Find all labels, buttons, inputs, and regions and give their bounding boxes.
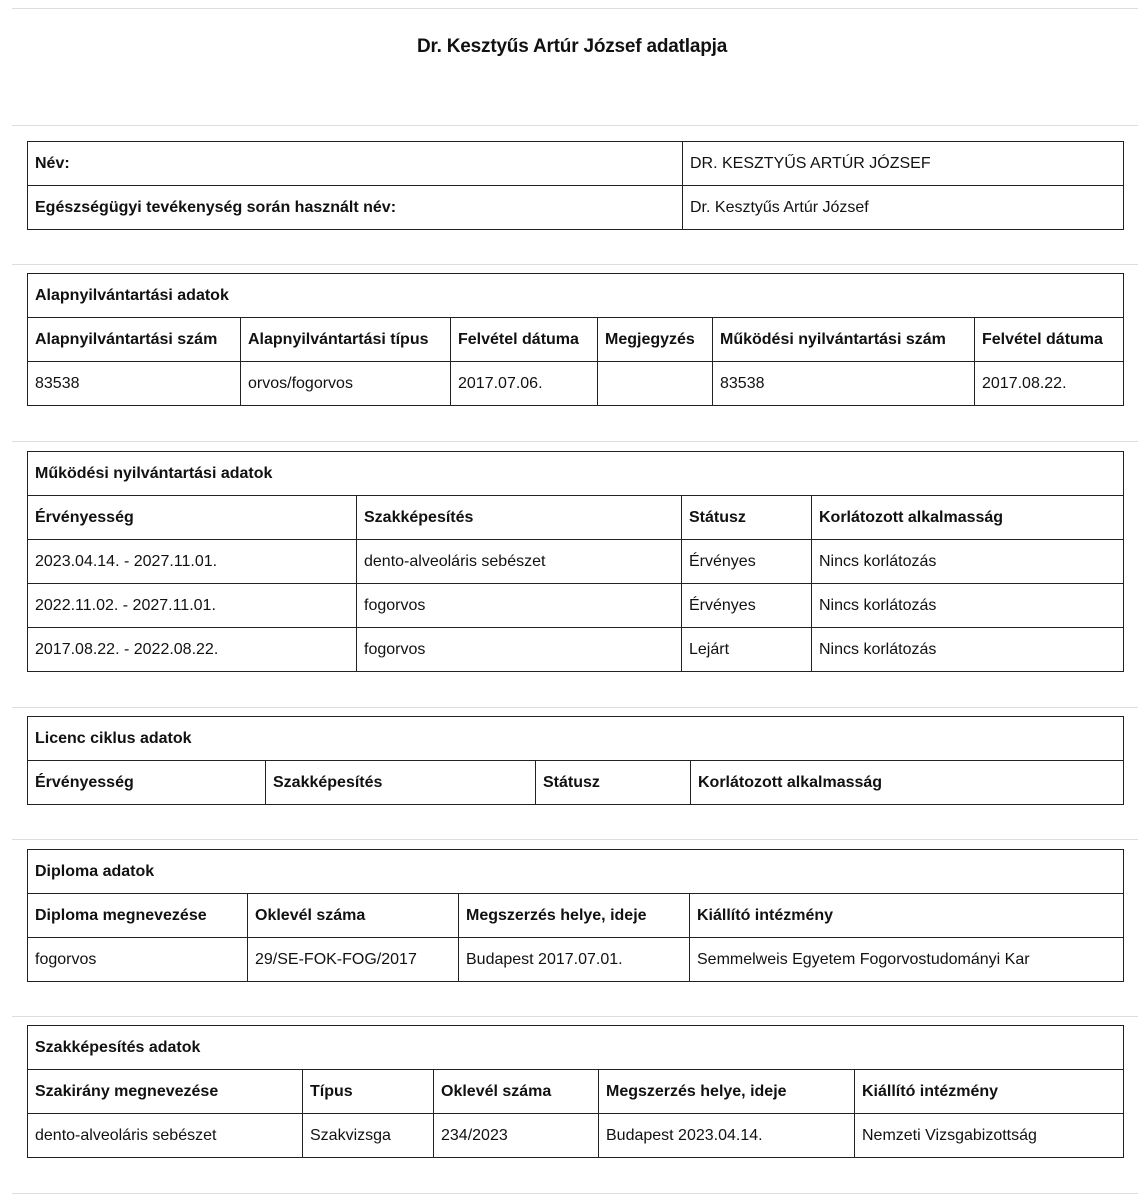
- table-cell: Nincs korlátozás: [812, 584, 1124, 628]
- table-header-row: [28, 496, 1124, 540]
- column-header: Alapnyilvántartási típus: [241, 318, 451, 362]
- table-cell: Szakvizsga: [303, 1114, 434, 1158]
- table-caption-row: [28, 717, 1124, 761]
- divider: [12, 264, 1138, 265]
- divider: [12, 8, 1138, 9]
- table-cell: [598, 362, 713, 406]
- table-cell: fogorvos: [357, 584, 682, 628]
- table-header-row: [28, 894, 1124, 938]
- szakkepesites-caption: Szakképesítés adatok: [28, 1026, 1124, 1070]
- table-cell: 2022.11.02. - 2027.11.01.: [28, 584, 357, 628]
- column-header: Működési nyilvántartási szám: [713, 318, 975, 362]
- name-value: DR. KESZTYŰS ARTÚR JÓZSEF: [683, 142, 1124, 186]
- column-header: Felvétel dátuma: [451, 318, 598, 362]
- column-header: Szakképesítés: [266, 761, 536, 805]
- column-header: Kiállító intézmény: [690, 894, 1124, 938]
- szakkepesites-table: [27, 1025, 1124, 1158]
- table-cell: Semmelweis Egyetem Fogorvostudományi Kar: [690, 938, 1124, 982]
- alap-caption: Alapnyilvántartási adatok: [28, 274, 1124, 318]
- table-row: [28, 540, 1124, 584]
- divider: [12, 441, 1138, 442]
- health-name-value: Dr. Kesztyűs Artúr József: [683, 186, 1124, 230]
- table-row: [28, 362, 1124, 406]
- table-header-row: [28, 1070, 1124, 1114]
- column-header: Korlátozott alkalmasság: [812, 496, 1124, 540]
- mukodesi-table: [27, 451, 1124, 672]
- table-cell: Nemzeti Vizsgabizottság: [855, 1114, 1124, 1158]
- table-cell: Nincs korlátozás: [812, 628, 1124, 672]
- table-cell: dento-alveoláris sebészet: [28, 1114, 303, 1158]
- name-table: [27, 141, 1124, 230]
- name-label: Név:: [28, 142, 683, 186]
- table-cell: Érvényes: [682, 540, 812, 584]
- divider: [12, 1016, 1138, 1017]
- table-caption-row: [28, 452, 1124, 496]
- table-header-row: [28, 318, 1124, 362]
- table-cell: fogorvos: [357, 628, 682, 672]
- column-header: Felvétel dátuma: [975, 318, 1124, 362]
- table-cell: Lejárt: [682, 628, 812, 672]
- column-header: Alapnyilvántartási szám: [28, 318, 241, 362]
- column-header: Megjegyzés: [598, 318, 713, 362]
- diploma-caption: Diploma adatok: [28, 850, 1124, 894]
- table-row: [28, 628, 1124, 672]
- column-header: Érvényesség: [28, 761, 266, 805]
- page-title: Dr. Kesztyűs Artúr József adatlapja: [416, 36, 728, 57]
- column-header: Oklevél száma: [248, 894, 459, 938]
- table-cell: dento-alveoláris sebészet: [357, 540, 682, 584]
- table-caption-row: [28, 1026, 1124, 1070]
- table-cell: 2017.08.22.: [975, 362, 1124, 406]
- column-header: Szakirány megnevezése: [28, 1070, 303, 1114]
- column-header: Oklevél száma: [434, 1070, 599, 1114]
- column-header: Megszerzés helye, ideje: [599, 1070, 855, 1114]
- table-caption-row: [28, 850, 1124, 894]
- table-caption-row: [28, 274, 1124, 318]
- licenc-table: [27, 716, 1124, 805]
- divider: [12, 1193, 1138, 1194]
- table-cell: 2017.08.22. - 2022.08.22.: [28, 628, 357, 672]
- divider: [12, 707, 1138, 708]
- table-row: [28, 186, 1124, 230]
- column-header: Státusz: [682, 496, 812, 540]
- table-cell: 2017.07.06.: [451, 362, 598, 406]
- table-cell: 83538: [713, 362, 975, 406]
- column-header: Érvényesség: [28, 496, 357, 540]
- column-header: Korlátozott alkalmasság: [691, 761, 1124, 805]
- table-row: [28, 584, 1124, 628]
- column-header: Diploma megnevezése: [28, 894, 248, 938]
- licenc-caption: Licenc ciklus adatok: [28, 717, 1124, 761]
- table-row: [28, 142, 1124, 186]
- table-cell: Érvényes: [682, 584, 812, 628]
- table-row: [28, 938, 1124, 982]
- column-header: Megszerzés helye, ideje: [459, 894, 690, 938]
- table-cell: fogorvos: [28, 938, 248, 982]
- column-header: Típus: [303, 1070, 434, 1114]
- table-header-row: [28, 761, 1124, 805]
- health-name-label: Egészségügyi tevékenység során használt név:: [28, 186, 683, 230]
- table-cell: orvos/fogorvos: [241, 362, 451, 406]
- table-cell: Budapest 2017.07.01.: [459, 938, 690, 982]
- alap-table: [27, 273, 1124, 406]
- column-header: Státusz: [536, 761, 691, 805]
- table-cell: 29/SE-FOK-FOG/2017: [248, 938, 459, 982]
- table-cell: 83538: [28, 362, 241, 406]
- table-cell: 234/2023: [434, 1114, 599, 1158]
- column-header: Szakképesítés: [357, 496, 682, 540]
- diploma-table: [27, 849, 1124, 982]
- mukodesi-caption: Működési nyilvántartási adatok: [28, 452, 1124, 496]
- table-cell: Nincs korlátozás: [812, 540, 1124, 584]
- divider: [12, 125, 1138, 126]
- table-cell: Budapest 2023.04.14.: [599, 1114, 855, 1158]
- table-row: [28, 1114, 1124, 1158]
- table-cell: 2023.04.14. - 2027.11.01.: [28, 540, 357, 584]
- column-header: Kiállító intézmény: [855, 1070, 1124, 1114]
- divider: [12, 839, 1138, 840]
